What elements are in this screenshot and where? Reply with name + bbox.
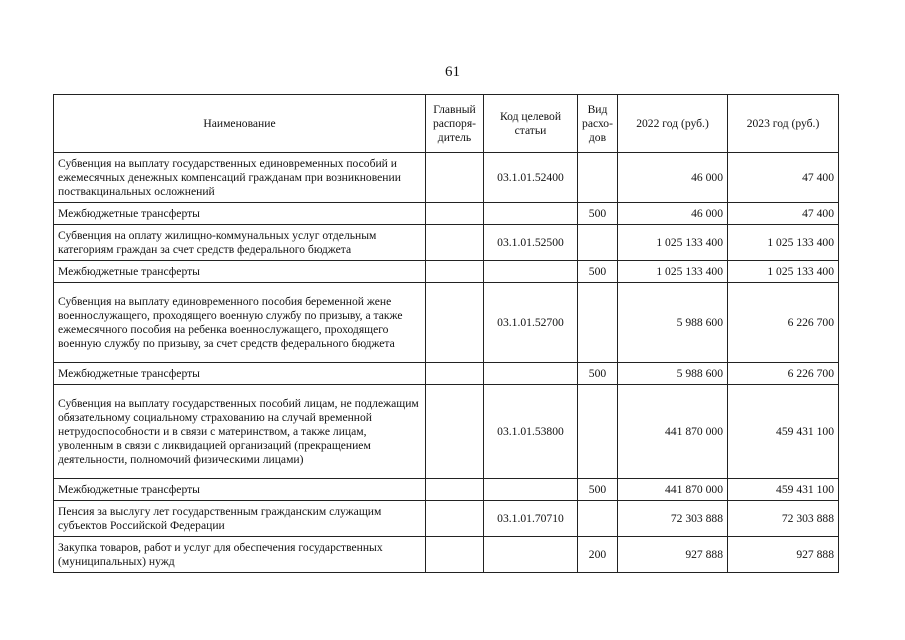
budget-table <box>53 94 839 573</box>
row-code: 03.1.01.52400 <box>484 153 578 203</box>
row-grbs <box>426 203 484 225</box>
row-name: Субвенция на оплату жилищно-коммунальных услуг отдельным категориям граждан за счет средств федерального бюджета <box>54 225 426 261</box>
row-name: Межбюджетные трансферты <box>54 261 426 283</box>
row-grbs <box>426 537 484 573</box>
row-vid: 500 <box>578 479 618 501</box>
row-2022: 5 988 600 <box>618 283 728 363</box>
table-row <box>54 385 839 479</box>
row-name: Межбюджетные трансферты <box>54 479 426 501</box>
row-2023: 6 226 700 <box>728 283 839 363</box>
row-vid <box>578 501 618 537</box>
row-2023: 47 400 <box>728 203 839 225</box>
row-2022: 5 988 600 <box>618 363 728 385</box>
row-vid <box>578 225 618 261</box>
header-vid: Вид расхо-дов <box>578 95 618 153</box>
row-name: Пенсия за выслугу лет государственным гражданским служащим субъектов Российской Федерации <box>54 501 426 537</box>
header-year-2022: 2022 год (руб.) <box>618 95 728 153</box>
row-grbs <box>426 261 484 283</box>
row-name: Субвенция на выплату государственных пособий лицам, не подлежащим обязательному социальному страхованию на случай временной нетрудоспособности и в связи с материнством, а также лицам, уволенным в связи с ликвидацией организаций (прекращением деятельности, полномочий физическими лицами) <box>54 385 426 479</box>
row-code <box>484 537 578 573</box>
row-grbs <box>426 225 484 261</box>
row-grbs <box>426 501 484 537</box>
row-code: 03.1.01.52500 <box>484 225 578 261</box>
row-vid: 500 <box>578 363 618 385</box>
row-2022: 1 025 133 400 <box>618 225 728 261</box>
table-row <box>54 261 839 283</box>
row-2022: 46 000 <box>618 203 728 225</box>
table-row <box>54 479 839 501</box>
row-vid: 500 <box>578 203 618 225</box>
row-grbs <box>426 283 484 363</box>
table-row <box>54 501 839 537</box>
row-2023: 1 025 133 400 <box>728 261 839 283</box>
row-name: Межбюджетные трансферты <box>54 363 426 385</box>
page-number: 61 <box>445 64 460 80</box>
row-vid <box>578 385 618 479</box>
row-name: Субвенция на выплату единовременного пособия беременной жене военнослужащего, проходящего военную службу по призыву, а также ежемесячного пособия на ребенка военнослужащего, проходящего военную службу по призыву, за счет средств федерального бюджета <box>54 283 426 363</box>
row-2022: 927 888 <box>618 537 728 573</box>
row-grbs <box>426 479 484 501</box>
table-row <box>54 225 839 261</box>
row-2022: 441 870 000 <box>618 479 728 501</box>
table-row <box>54 153 839 203</box>
row-grbs <box>426 385 484 479</box>
row-2023: 459 431 100 <box>728 479 839 501</box>
header-code: Код целевой статьи <box>484 95 578 153</box>
row-2023: 47 400 <box>728 153 839 203</box>
row-code <box>484 203 578 225</box>
table-row <box>54 537 839 573</box>
row-code <box>484 261 578 283</box>
row-code: 03.1.01.53800 <box>484 385 578 479</box>
row-2022: 441 870 000 <box>618 385 728 479</box>
table-row <box>54 363 839 385</box>
row-2022: 72 303 888 <box>618 501 728 537</box>
row-2023: 6 226 700 <box>728 363 839 385</box>
header-year-2023: 2023 год (руб.) <box>728 95 839 153</box>
row-name: Закупка товаров, работ и услуг для обеспечения государственных (муниципальных) нужд <box>54 537 426 573</box>
row-2023: 1 025 133 400 <box>728 225 839 261</box>
row-2023: 459 431 100 <box>728 385 839 479</box>
row-code <box>484 363 578 385</box>
row-name: Субвенция на выплату государственных единовременных пособий и ежемесячных денежных компенсаций гражданам при возникновении поствакцинальных осложнений <box>54 153 426 203</box>
row-2023: 72 303 888 <box>728 501 839 537</box>
header-grbs: Главный распоря-дитель <box>426 95 484 153</box>
row-2023: 927 888 <box>728 537 839 573</box>
row-vid: 500 <box>578 261 618 283</box>
row-grbs <box>426 363 484 385</box>
row-vid <box>578 283 618 363</box>
row-vid <box>578 153 618 203</box>
row-name: Межбюджетные трансферты <box>54 203 426 225</box>
table-row <box>54 283 839 363</box>
row-code: 03.1.01.52700 <box>484 283 578 363</box>
row-2022: 1 025 133 400 <box>618 261 728 283</box>
row-vid: 200 <box>578 537 618 573</box>
header-name: Наименование <box>54 95 426 153</box>
row-code: 03.1.01.70710 <box>484 501 578 537</box>
row-code <box>484 479 578 501</box>
row-grbs <box>426 153 484 203</box>
row-2022: 46 000 <box>618 153 728 203</box>
table-header-row <box>54 95 839 153</box>
table-row <box>54 203 839 225</box>
